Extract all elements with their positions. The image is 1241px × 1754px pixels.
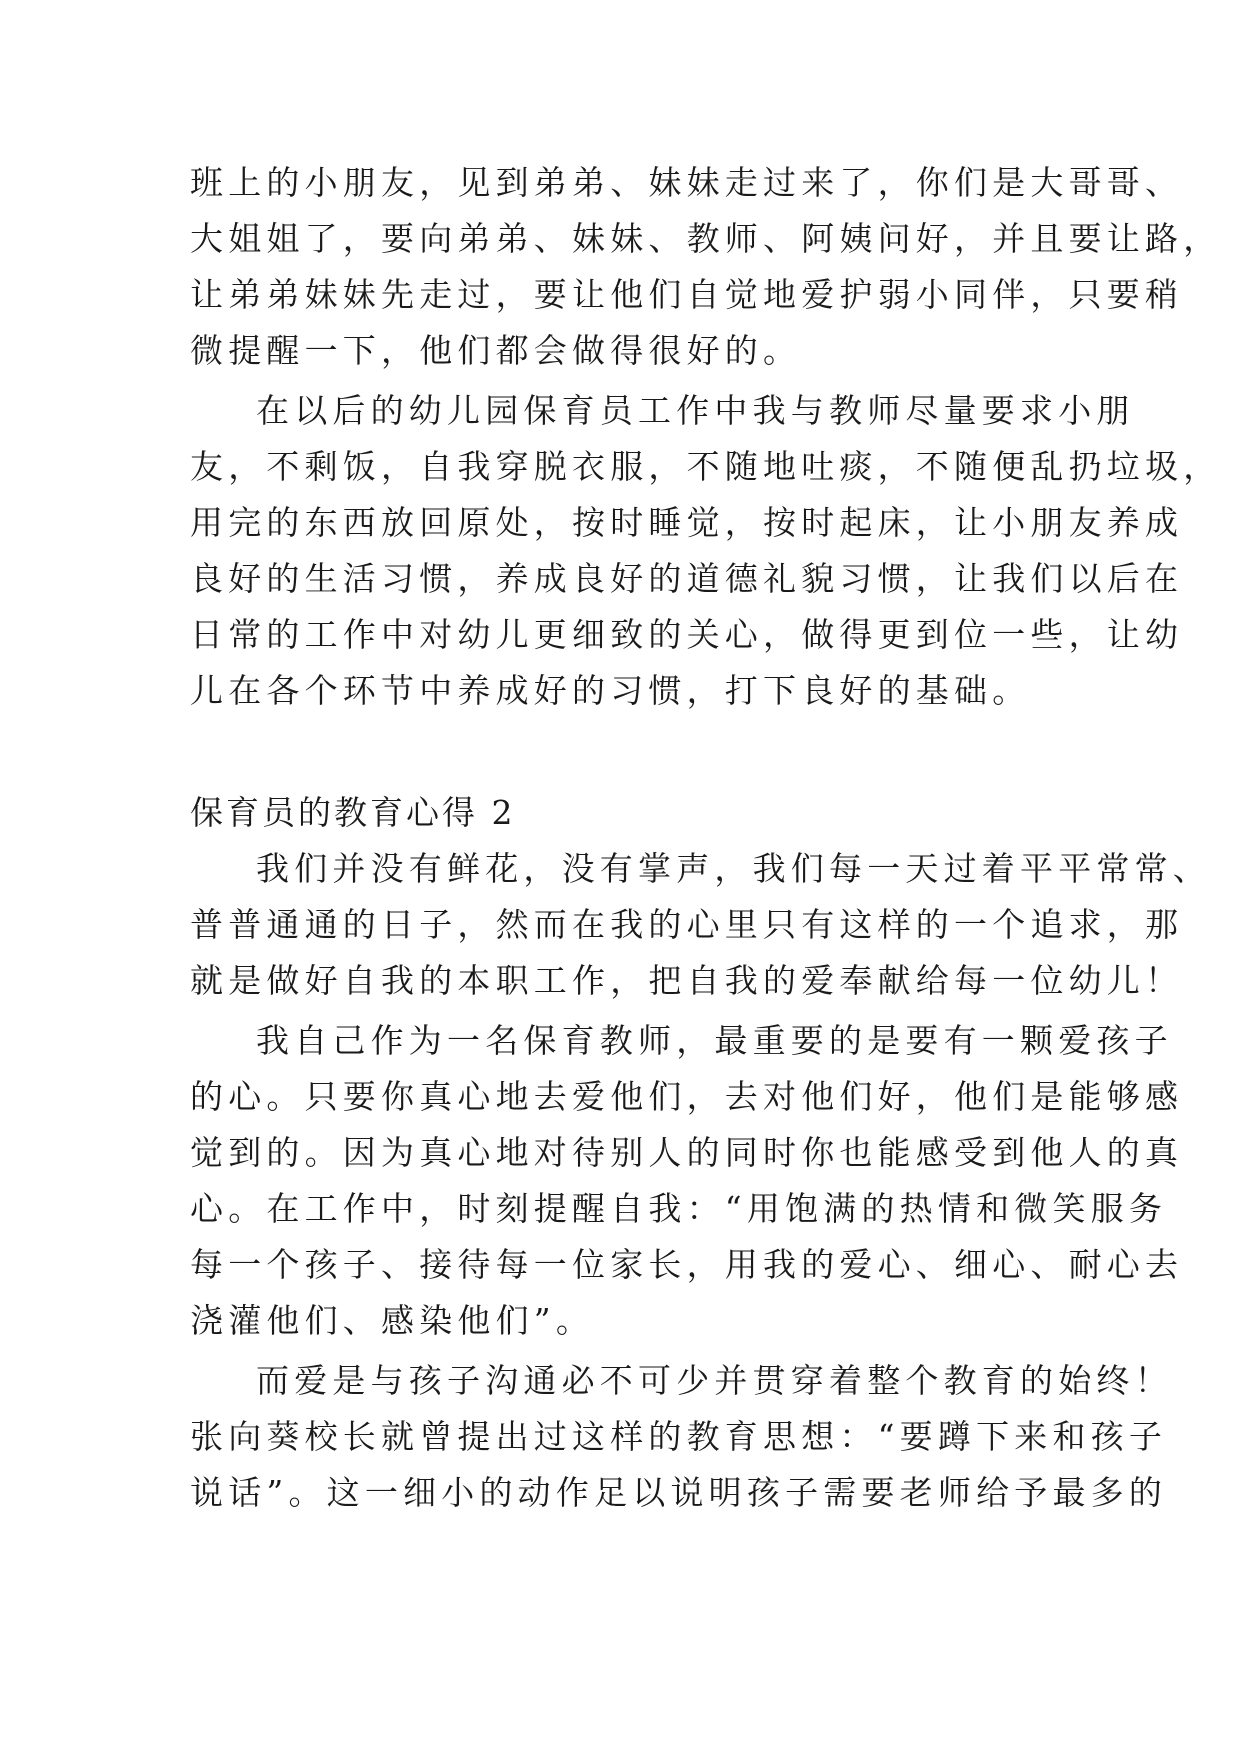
- text-line: 就是做好自我的本职工作，把自我的爱奉献给每一位幼儿！: [190, 961, 1184, 1000]
- paragraph-2: [190, 383, 1222, 719]
- text-line: 的心。只要你真心地去爱他们，去对他们好，他们是能够感: [190, 1077, 1184, 1116]
- text-line: 友，不剩饭，自我穿脱衣服，不随地吐痰，不随便乱扔垃圾，: [190, 447, 1222, 486]
- text-line: 我自己作为一名保育教师，最重要的是要有一颗爱孩子: [256, 1021, 1173, 1060]
- paragraph-4: [190, 1013, 1184, 1349]
- text-line: 大姐姐了，要向弟弟、妹妹、教师、阿姨问好，并且要让路，: [190, 219, 1222, 258]
- text-line: 说话”。这一细小的动作足以说明孩子需要老师给予最多的: [190, 1473, 1168, 1512]
- text-line: 儿在各个环节中养成好的习惯，打下良好的基础。: [190, 671, 1031, 710]
- text-line: 日常的工作中对幼儿更细致的关心，做得更到位一些，让幼: [190, 615, 1184, 654]
- text-line: 班上的小朋友，见到弟弟、妹妹走过来了，你们是大哥哥、: [190, 163, 1184, 202]
- text-line: 心。在工作中，时刻提醒自我：“用饱满的热情和微笑服务: [190, 1189, 1168, 1228]
- text-line: 用完的东西放回原处，按时睡觉，按时起床，让小朋友养成: [190, 503, 1184, 542]
- text-line: 微提醒一下，他们都会做得很好的。: [190, 331, 802, 370]
- text-line: 普普通通的日子，然而在我的心里只有这样的一个追求，那: [190, 905, 1184, 944]
- text-line: 我们并没有鲜花，没有掌声，我们每一天过着平平常常、: [256, 849, 1211, 888]
- text-line: 张向葵校长就曾提出过这样的教育思想：“要蹲下来和孩子: [190, 1417, 1168, 1456]
- text-line: 在以后的幼儿园保育员工作中我与教师尽量要求小朋: [256, 391, 1135, 430]
- document-page: [190, 155, 1222, 1525]
- text-line: 良好的生活习惯，养成良好的道德礼貌习惯，让我们以后在: [190, 559, 1184, 598]
- text-line: 每一个孩子、接待每一位家长，用我的爱心、细心、耐心去: [190, 1245, 1184, 1284]
- text-line: 觉到的。因为真心地对待别人的同时你也能感受到他人的真: [190, 1133, 1184, 1172]
- paragraph-5: [190, 1353, 1173, 1521]
- section-spacer: [190, 723, 1070, 785]
- section-heading: 保育员的教育心得 2: [190, 793, 516, 832]
- paragraph-1: [190, 155, 1222, 379]
- text-line: 而爱是与孩子沟通必不可少并贯穿着整个教育的始终！: [256, 1361, 1173, 1400]
- text-line: 浇灌他们、感染他们”。: [190, 1301, 595, 1340]
- paragraph-3: [190, 841, 1211, 1009]
- text-line: 让弟弟妹妹先走过，要让他们自觉地爱护弱小同伴，只要稍: [190, 275, 1184, 314]
